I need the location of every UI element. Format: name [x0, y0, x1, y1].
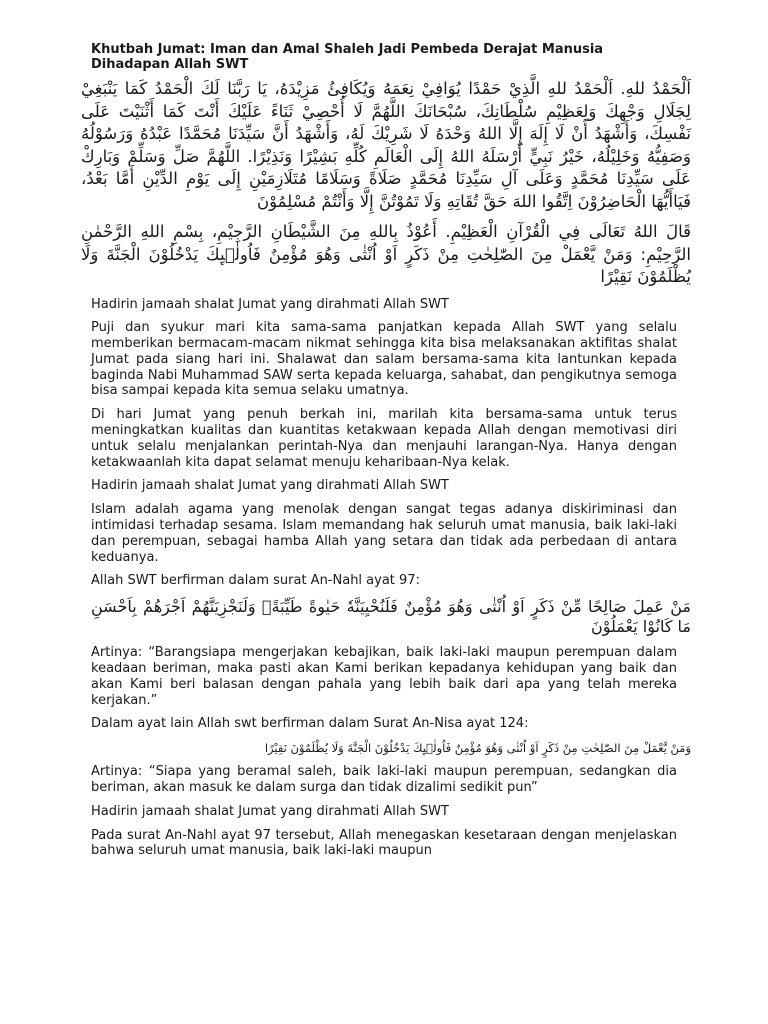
arabic-nahl-verse: مَنْ عَمِلَ صَالِحًا مِّنْ ذَكَرٍ اَوْ اُنْثٰى وَهُوَ مُؤْمِنٌ فَلَنُحْيِيَنَّهٗ حَيٰوةً طَيِّبَةًۚ وَلَنَجْزِيَنَّهُمْ اَجْرَهُمْ بِاَحْسَنِ مَا كَانُوْا يَعْمَلُوْنَ [91, 597, 691, 637]
paragraph: Islam adalah agama yang menolak dengan sangat tegas adanya diskiriminasi dan intimidasi terhadap sesama. Islam memandang hak seluruh umat manusia, baik laki-laki dan perempuan, sebagai hamba Allah yang setara dan tidak ada perbedaan di antara keduanya. [91, 502, 677, 565]
arabic-nisa-verse: وَمَنْ يَّعْمَلْ مِنَ الصّٰلِحٰتِ مِنْ ذَكَرٍ اَوْ اُنْثٰى وَهُوَ مُؤْمِنٌ فَاُولٰۤىِٕكَ يَدْخُلُوْنَ الْجَنَّةَ وَلَا يُظْلَمُوْنَ نَقِيْرًا [264, 741, 691, 756]
greeting-heading: Hadirin jamaah shalat Jumat yang dirahmati Allah SWT [91, 478, 449, 494]
arabic-quote: قَالَ اللهُ تَعَالَى فِي الْقُرْآنِ الْعَظِيْمِ. أَعُوْذُ بِاللهِ مِنَ الشَّيْطَانِ الرَّجِيْمِ، بِسْمِ اللهِ الرَّحْمٰنِ الرَّحِيْمِ: وَمَنْ يَّعْمَلْ مِنَ الصّٰلِحٰتِ مِنْ ذَكَرٍ اَوْ اُنْثٰى وَهُوَ مُؤْمِنٌ فَاُولٰۤىِٕكَ يَدْخُلُوْنَ الْجَنَّةَ وَلَا يُظْلَمُوْنَ نَقِيْرًا [81, 222, 691, 286]
greeting-heading: Hadirin jamaah shalat Jumat yang dirahmati Allah SWT [91, 803, 449, 819]
paragraph: Di hari Jumat yang penuh berkah ini, marilah kita bersama-sama untuk terus meningkatkan kualitas dan kuantitas ketakwaan kepada Allah dengan memotivasi diri untuk selalu menjalankan perintah-Nya dan menjauhi larangan-Nya. Hanya dengan ketakwaanlah kita dapat selamat menuju keharibaan-Nya kelak. [91, 407, 677, 470]
greeting-heading: Hadirin jamaah shalat Jumat yang dirahmati Allah SWT [91, 296, 449, 312]
paragraph: Puji dan syukur mari kita sama-sama panjatkan kepada Allah SWT yang selalu memberikan bermacam-macam nikmat sehingga kita bisa melaksanakan aktifitas shalat Jumat pada siang hari ini. Shalawat dan salam bersama-sama kita lantunkan kepada baginda Nabi Muhammad SAW serta kepada keluarga, sahabat, dan pengikutnya semoga bisa sampai kepada kita semua selaku umatnya. [91, 320, 677, 399]
nisa-translation: Artinya: “Siapa yang beramal saleh, baik laki-laki maupun perempuan, sedangkan dia beriman, akan masuk ke dalam surga dan tidak dizalimi sedikit pun” [91, 764, 677, 796]
nahl-intro: Allah SWT berfirman dalam surat An-Nahl ayat 97: [91, 573, 420, 589]
page-title: Khutbah Jumat: Iman dan Amal Shaleh Jadi Pembeda Derajat Manusia Dihadapan Allah SWT [91, 42, 604, 72]
nisa-intro: Dalam ayat lain Allah swt berfirman dalam Surat An-Nisa ayat 124: [91, 716, 529, 732]
paragraph: Pada surat An-Nahl ayat 97 tersebut, Allah menegaskan kesetaraan dengan menjelaskan bahwa seluruh umat manusia, baik laki-laki maupun [91, 827, 677, 859]
nahl-translation: Artinya: “Barangsiapa mengerjakan kebajikan, baik laki-laki maupun perempuan dalam keadaan beriman, maka pasti akan Kami berikan kepadanya kehidupan yang baik dan akan Kami beri balasan dengan pahala yang lebih baik dari apa yang telah mereka kerjakan.” [91, 645, 677, 708]
arabic-opening: اَلْحَمْدُ للهِ. اَلْحَمْدُ للهِ الَّذِيْ حَمْدًا يُوَافِيْ نِعَمَهُ وَيُكَافِئُ مَزِيْدَهُ، يَا رَبَّنَا لَكَ الْحَمْدُ كَمَا يَنْبَغِيْ لِجَلَالِ وَجْهِكَ وَلِعَظِيْمِ سُلْطَانِكَ، سُبْحَانَكَ اللَّهُمَّ لَا أُحْصِيْ ثَنَاءً عَلَيْكَ أَنْتَ كَمَا أَثْنَيْتَ عَلَى نَفْسِكَ، وَأَشْهَدُ أَنْ لَا إِلَهَ إِلَّا اللهُ وَحْدَهُ لَا شَرِيْكَ لَهُ، وَأَشْهَدُ أَنَّ سَيِّدَنَا مُحَمَّدًا عَبْدُهُ وَرَسُوْلُهُ وَصَفِيُّهُ وَخَلِيْلُهُ، خَيْرُ نَبِيٍّ أَرْسَلَهُ اللهُ إِلَى الْعَالَمِ كُلِّهِ بَشِيْرًا وَنَذِيْرًا. اللَّهُمَّ صَلِّ وَسَلِّمْ وَبَارِكْ عَلَى سَيِّدِنَا مُحَمَّدٍ وَعَلَى آلِ سَيِّدِنَا مُحَمَّدٍ صَلَاةً وَسَلَامًا مُتَلَازِمَيْنِ إِلَى يَوْمِ الدِّيْنِ أَمَّا بَعْدُ، فَيَاأَيُّهَا الْحَاضِرُوْنَ اِتَّقُوا اللهَ حَقَّ تُقَاتِهِ وَلَا تَمُوْتُنَّ إِلَّا وَأَنْتُمْ مُسْلِمُوْنَ [81, 79, 691, 211]
